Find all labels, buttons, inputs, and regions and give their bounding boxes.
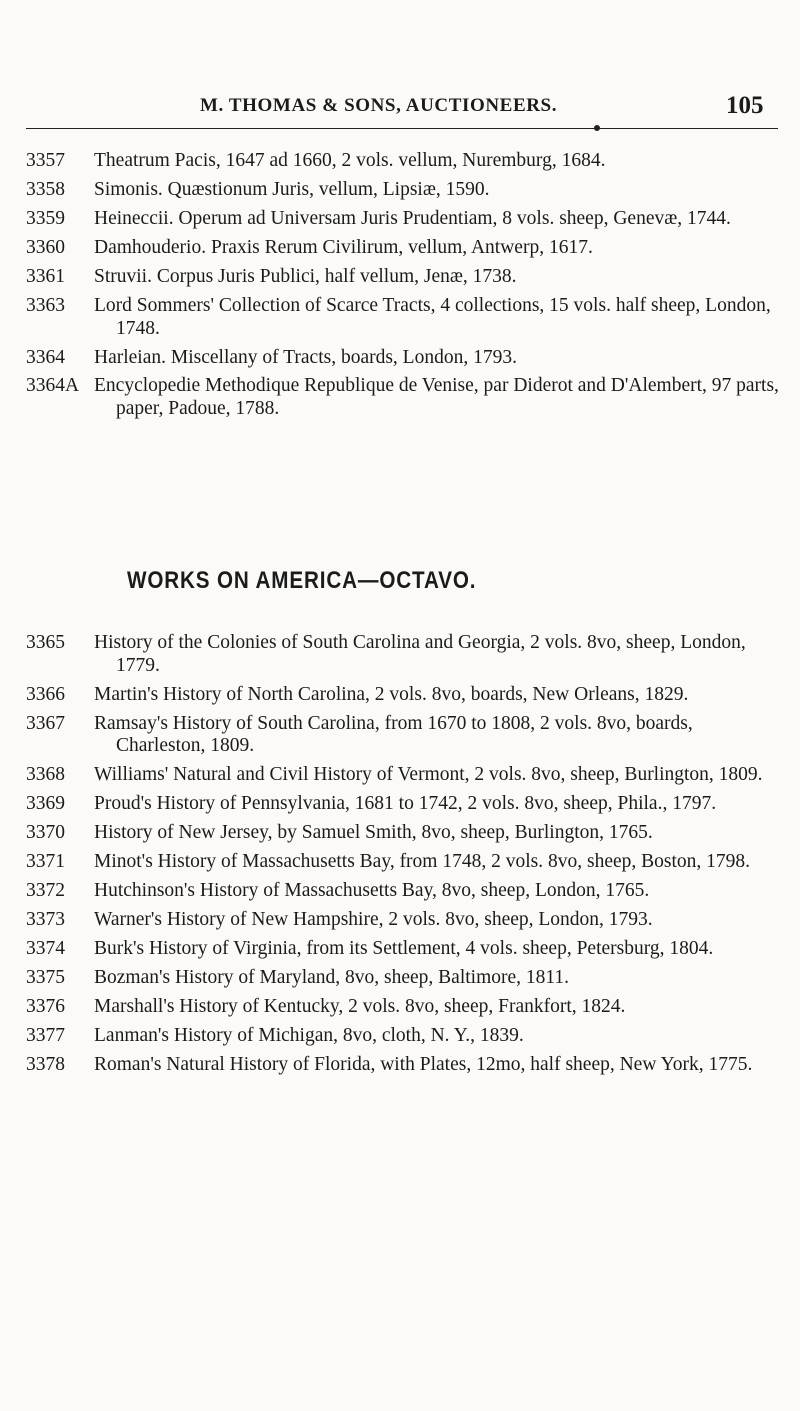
entry-description: Warner's History of New Hampshire, 2 vols. 8vo, sheep, London, 1793. <box>94 909 653 931</box>
catalog-entry <box>26 938 786 961</box>
lot-number: 3369 <box>26 793 65 815</box>
lot-number: 3377 <box>26 1025 65 1046</box>
catalog-entry <box>26 967 786 990</box>
catalog-section-one <box>26 150 786 421</box>
catalog-entry <box>26 347 786 370</box>
lot-number: 3372 <box>26 880 65 902</box>
entry-description: Marshall's History of Kentucky, 2 vols. 8vo, sheep, Frankfort, 1824. <box>94 996 626 1018</box>
entry-description: Minot's History of Massachusetts Bay, from 1748, 2 vols. 8vo, sheep, Boston, 1798. <box>94 851 751 873</box>
entry-description: Simonis. Quæstionum Juris, vellum, Lipsiæ, 1590. <box>94 178 490 200</box>
entry-description: Martin's History of North Carolina, 2 vols. 8vo, boards, New Orleans, 1829. <box>94 683 689 705</box>
catalog-entry <box>26 764 786 787</box>
catalog-entry <box>26 150 786 173</box>
entry-description: Ramsay's History of South Carolina, from 1670 to 1808, 2 vols. 8vo, boards, Charleston, 1809. <box>94 712 693 757</box>
page-header <box>0 92 800 125</box>
entry-description: Lanman's History of Michigan, 8vo, cloth, N. Y., 1839. <box>94 1025 524 1046</box>
entry-description: Encyclopedie Methodique Republique de Venise, par Diderot and D'Alembert, 97 parts, paper, Padoue, 1788. <box>94 375 779 420</box>
lot-number: 3373 <box>26 909 65 931</box>
entry-description: Roman's Natural History of Florida, with Plates, 12mo, half sheep, New York, 1775. <box>94 1053 753 1075</box>
entry-description: History of the Colonies of South Carolina and Georgia, 2 vols. 8vo, sheep, London, 1779. <box>94 632 746 676</box>
entry-description: Harleian. Miscellany of Tracts, boards, London, 1793. <box>94 346 517 368</box>
lot-number: 3371 <box>26 851 65 873</box>
lot-number: 3365 <box>26 632 65 653</box>
lot-number: 3366 <box>26 683 65 705</box>
catalog-entry <box>26 996 786 1019</box>
entry-description: Heineccii. Operum ad Universam Juris Prudentiam, 8 vols. sheep, Genevæ, 1744. <box>94 207 731 229</box>
lot-number: 3359 <box>26 207 65 229</box>
lot-number: 3374 <box>26 938 65 960</box>
entry-description: Lord Sommers' Collection of Scarce Tracts, 4 collections, 15 vols. half sheep, London, 1748. <box>94 294 771 339</box>
lot-number: 3368 <box>26 764 65 786</box>
catalog-entry <box>26 375 786 420</box>
header-rule <box>26 128 778 129</box>
lot-number: 3378 <box>26 1053 65 1075</box>
catalog-entry <box>26 851 786 874</box>
entry-description: Proud's History of Pennsylvania, 1681 to 1742, 2 vols. 8vo, sheep, Phila., 1797. <box>94 793 717 815</box>
lot-number: 3357 <box>26 150 65 171</box>
catalog-entry <box>26 1025 786 1048</box>
running-head: M. THOMAS & SONS, AUCTIONEERS. <box>200 95 558 116</box>
catalog-entry <box>26 713 786 758</box>
catalog-entry <box>26 1054 786 1077</box>
entry-description: Hutchinson's History of Massachusetts Bay, 8vo, sheep, London, 1765. <box>94 880 650 902</box>
catalog-entry <box>26 793 786 816</box>
page-number: 105 <box>726 92 764 119</box>
lot-number: 3364 <box>26 346 65 368</box>
lot-number: 3363 <box>26 294 65 316</box>
catalog-entry <box>26 266 786 289</box>
entry-description: Theatrum Pacis, 1647 ad 1660, 2 vols. vellum, Nuremburg, 1684. <box>94 150 606 171</box>
lot-number: 3358 <box>26 178 65 200</box>
catalog-entry <box>26 632 786 677</box>
catalog-entry <box>26 822 786 845</box>
lot-number: 3360 <box>26 236 65 258</box>
entry-description: Struvii. Corpus Juris Publici, half vellum, Jenæ, 1738. <box>94 265 517 287</box>
section-heading: WORKS ON AMERICA—OCTAVO. <box>127 567 477 594</box>
rule-ornament <box>594 125 600 131</box>
lot-number: 3375 <box>26 967 65 989</box>
catalog-entry <box>26 880 786 903</box>
entry-description: Williams' Natural and Civil History of Vermont, 2 vols. 8vo, sheep, Burlington, 1809. <box>94 764 763 786</box>
catalog-section-two <box>26 632 786 1077</box>
catalog-entry <box>26 295 786 340</box>
catalog-entry <box>26 684 786 707</box>
catalog-entry <box>26 179 786 202</box>
catalog-entry <box>26 237 786 260</box>
lot-number: 3364A <box>26 375 80 397</box>
lot-number: 3367 <box>26 712 65 734</box>
catalog-entry <box>26 909 786 932</box>
entry-description: History of New Jersey, by Samuel Smith, 8vo, sheep, Burlington, 1765. <box>94 822 653 844</box>
lot-number: 3370 <box>26 822 65 844</box>
entry-description: Bozman's History of Maryland, 8vo, sheep, Baltimore, 1811. <box>94 967 570 989</box>
lot-number: 3361 <box>26 265 65 287</box>
entry-description: Damhouderio. Praxis Rerum Civilirum, vellum, Antwerp, 1617. <box>94 236 593 258</box>
lot-number: 3376 <box>26 996 65 1018</box>
catalog-entry <box>26 208 786 231</box>
entry-description: Burk's History of Virginia, from its Settlement, 4 vols. sheep, Petersburg, 1804. <box>94 938 714 960</box>
